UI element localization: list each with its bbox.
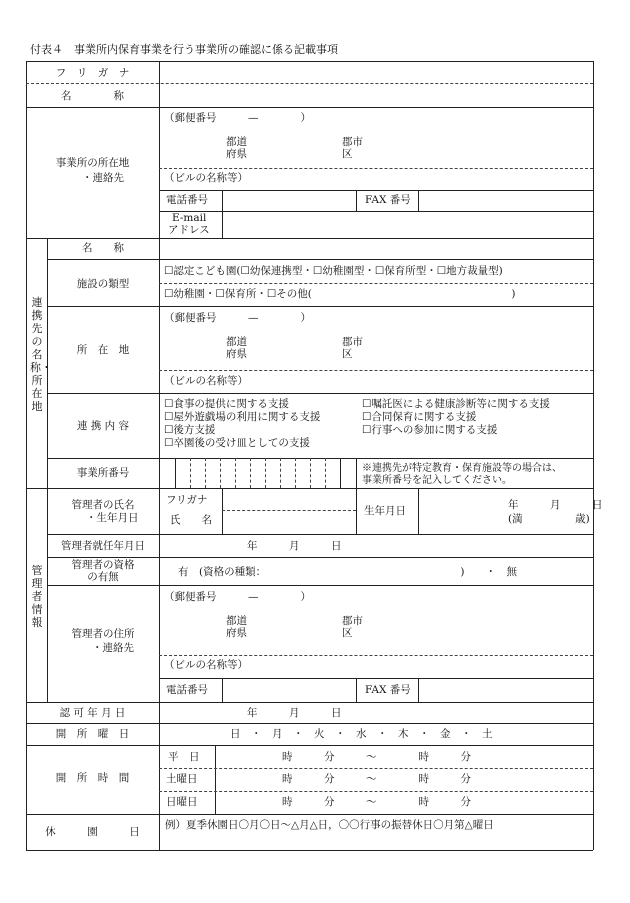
name-field[interactable] xyxy=(162,86,590,106)
manager-fax-label: FAX 番号 xyxy=(365,684,411,696)
partner-name-field[interactable] xyxy=(162,240,590,257)
sunday-label: 日曜日 xyxy=(166,796,198,808)
coop-item-joint[interactable]: ☐合同保育に関する支援 xyxy=(362,411,477,423)
fax-field[interactable] xyxy=(420,192,590,210)
partner-row-1 xyxy=(47,259,593,260)
birth-divider-2 xyxy=(418,488,419,534)
partner-row-4 xyxy=(47,458,593,459)
phone-label: 電話番号 xyxy=(166,194,208,206)
office-number-label: 事業所番号 xyxy=(76,467,130,479)
partner-todofuken-1: 都道 xyxy=(226,336,247,348)
manager-address-divider xyxy=(159,655,593,656)
manager-phone-field[interactable] xyxy=(224,680,354,700)
digit-box-divider xyxy=(250,458,251,488)
saturday-hours[interactable]: 時 分 〜 時 分 xyxy=(282,773,471,785)
digit-box-divider-1 xyxy=(175,458,176,488)
manager-address-label-2: ・連絡先 xyxy=(92,642,134,654)
furigana-divider xyxy=(26,83,593,84)
todofuken-label: 都道 xyxy=(226,136,247,148)
email-label-2: アドレス xyxy=(168,224,210,236)
manager-gunshi-1: 郡市 xyxy=(342,615,363,627)
manager-name-label-2: ・生年月日 xyxy=(86,512,139,524)
coop-label: 連 携 内 容 xyxy=(76,420,129,432)
digit-box-divider xyxy=(325,458,326,488)
coop-item-doctor[interactable]: ☐嘱託医による健康診断等に関する支援 xyxy=(362,398,550,410)
gunshi-label-2: 区 xyxy=(342,148,353,160)
building-label: （ビルの名称等） xyxy=(164,172,248,184)
row-divider xyxy=(26,723,593,724)
row-divider xyxy=(26,814,593,815)
phone-col-divider xyxy=(222,190,223,238)
note-divider xyxy=(356,458,357,488)
hours-col-divider xyxy=(215,745,216,814)
birth-divider-1 xyxy=(356,488,357,534)
manager-vertical-divider xyxy=(47,488,48,702)
approval-date-label: 認 可 年 月 日 xyxy=(59,707,126,719)
appointment-date-value[interactable]: 年 月 日 xyxy=(247,540,342,552)
form-title: 付表４ 事業所内保育事業を行う事業所の確認に係る記載事項 xyxy=(30,43,338,56)
partner-vertical-label: 連携先の名称・所在地 xyxy=(30,296,52,413)
qualification-label-1: 管理者の資格 xyxy=(71,559,135,571)
manager-name-label-1: 管理者の氏名 xyxy=(71,499,135,511)
digit-box-divider xyxy=(235,458,236,488)
approval-date-value[interactable]: 年 月 日 xyxy=(247,707,342,719)
partner-row-3 xyxy=(47,393,593,394)
email-field[interactable] xyxy=(224,213,590,236)
partner-address-divider xyxy=(159,370,593,371)
open-days-options[interactable]: 日 ・ 月 ・ 火 ・ 水 ・ 木 ・ 金 ・ 土 xyxy=(230,728,493,740)
manager-fax-field[interactable] xyxy=(420,680,590,700)
manager-fax-divider-2 xyxy=(418,678,419,702)
manager-gunshi-2: 区 xyxy=(342,627,353,639)
office-address-label-1: 事業所の所在地 xyxy=(55,157,130,169)
furigana-field[interactable] xyxy=(162,64,590,81)
manager-todofuken-1: 都道 xyxy=(226,615,247,627)
facility-type-option-1[interactable]: ☐認定こども園(☐幼保連携型・☐幼稚園型・☐保育所型・☐地方裁量型) xyxy=(164,265,503,277)
partner-address-field[interactable] xyxy=(162,308,590,368)
fax-col-divider-1 xyxy=(356,190,357,211)
name-label: 名 称 xyxy=(61,90,124,102)
partner-gunshi-1: 郡市 xyxy=(342,336,363,348)
partner-location-label: 所 在 地 xyxy=(76,344,130,356)
digit-box-divider xyxy=(220,458,221,488)
digit-box-divider-end xyxy=(340,458,341,488)
manager-building-field[interactable] xyxy=(162,657,590,675)
digit-box-divider xyxy=(190,458,191,488)
section-divider xyxy=(26,702,593,703)
coop-item-playground[interactable]: ☐屋外遊戯場の利用に関する支援 xyxy=(164,411,321,423)
qualification-label-2: の有無 xyxy=(87,571,119,583)
holiday-label: 休 園 日 xyxy=(45,826,140,838)
manager-todofuken-2: 府県 xyxy=(226,627,247,639)
coop-item-backup[interactable]: ☐後方支援 xyxy=(164,424,216,436)
manager-name-divider xyxy=(222,488,223,534)
digit-box-divider xyxy=(310,458,311,488)
section-divider xyxy=(26,488,593,489)
coop-item-events[interactable]: ☐行事への参加に関する支援 xyxy=(362,424,498,436)
partner-name-label: 名 称 xyxy=(82,242,124,254)
manager-row-1 xyxy=(47,534,593,535)
qualification-value[interactable]: 有 (資格の種類： ) ・ 無 xyxy=(178,566,517,578)
birth-ymd[interactable]: 年 月 日 xyxy=(508,499,603,511)
frame-top xyxy=(26,61,593,62)
manager-vertical-label: 管理者情報 xyxy=(31,564,43,629)
partner-postal-label: （郵便番号 — ） xyxy=(164,312,311,324)
open-days-label: 開 所 曜 日 xyxy=(55,728,130,740)
office-number-note-1: ※連携先が特定教育・保育施設等の場合は、 xyxy=(362,463,562,474)
sunday-hours[interactable]: 時 分 〜 時 分 xyxy=(282,796,471,808)
facility-divider xyxy=(159,283,593,284)
manager-building-label: （ビルの名称等） xyxy=(164,659,248,671)
open-hours-label: 開 所 時 間 xyxy=(55,772,130,784)
fax-col-divider-2 xyxy=(418,190,419,211)
manager-furigana-field[interactable] xyxy=(224,490,354,508)
manager-address-label-1: 管理者の住所 xyxy=(71,628,135,640)
weekday-hours[interactable]: 時 分 〜 時 分 xyxy=(282,751,471,763)
label-divider xyxy=(159,61,160,850)
hours-divider-1 xyxy=(159,768,593,769)
facility-type-option-2[interactable]: ☐幼稚園・☐保育所・☐その他( ) xyxy=(164,288,516,300)
manager-row-3 xyxy=(47,585,593,586)
digit-box-divider xyxy=(205,458,206,488)
building-field[interactable] xyxy=(162,170,590,188)
office-number-note-2: 事業所番号を記入してください。 xyxy=(362,475,512,486)
row-divider xyxy=(26,745,593,746)
manager-name-field[interactable] xyxy=(224,512,354,532)
row-divider xyxy=(26,107,593,108)
birth-label: 生年月日 xyxy=(364,505,406,517)
coop-item-meal[interactable]: ☐食事の提供に関する支援 xyxy=(164,398,289,410)
holiday-example[interactable]: 例）夏季休園日〇月〇日〜△月△日，〇〇行事の振替休日〇月第△曜日 xyxy=(165,819,494,831)
appointment-date-label: 管理者就任年月日 xyxy=(61,540,145,552)
email-top xyxy=(159,211,593,212)
phone-field[interactable] xyxy=(224,192,354,210)
saturday-label: 土曜日 xyxy=(166,773,198,785)
partner-gunshi-2: 区 xyxy=(342,348,353,360)
fax-label: FAX 番号 xyxy=(365,194,411,206)
partner-building-field[interactable] xyxy=(162,372,590,391)
manager-fax-divider-1 xyxy=(356,678,357,702)
manager-phone-label: 電話番号 xyxy=(166,684,208,696)
gunshi-label: 郡市 xyxy=(342,136,363,148)
email-label-1: E-mail xyxy=(172,212,207,224)
weekday-label: 平 日 xyxy=(168,751,200,763)
todofuken-label-2: 府県 xyxy=(226,148,247,160)
frame-bottom xyxy=(26,850,593,851)
partner-todofuken-2: 府県 xyxy=(226,348,247,360)
furigana-label: フ リ ガ ナ xyxy=(55,67,130,79)
manager-furigana-label: フリガナ xyxy=(166,494,208,506)
digit-box-divider xyxy=(265,458,266,488)
manager-phone-divider xyxy=(222,678,223,702)
birth-age[interactable]: (満 歳) xyxy=(508,513,590,525)
hours-divider-2 xyxy=(159,791,593,792)
manager-phone-top xyxy=(159,678,593,679)
manager-furigana-divider xyxy=(222,510,356,511)
partner-building-label: （ビルの名称等） xyxy=(164,375,248,387)
partner-row-2 xyxy=(47,306,593,307)
coop-item-after[interactable]: ☐卒園後の受け皿としての支援 xyxy=(164,437,310,449)
manager-row-2 xyxy=(47,557,593,558)
address-divider xyxy=(159,168,593,169)
manager-postal-label: （郵便番号 — ） xyxy=(164,591,311,603)
postal-label: （郵便番号 — ） xyxy=(164,112,311,124)
office-address-field[interactable] xyxy=(162,110,590,166)
digit-box-divider xyxy=(295,458,296,488)
office-address-label-2: ・連絡先 xyxy=(82,172,124,184)
manager-shimei-label: 氏 名 xyxy=(170,514,212,526)
section-divider xyxy=(26,238,593,239)
facility-type-label: 施設の類型 xyxy=(76,278,130,290)
manager-address-field[interactable] xyxy=(162,588,590,652)
phone-top xyxy=(159,190,593,191)
frame-right xyxy=(593,61,594,850)
digit-box-divider xyxy=(280,458,281,488)
